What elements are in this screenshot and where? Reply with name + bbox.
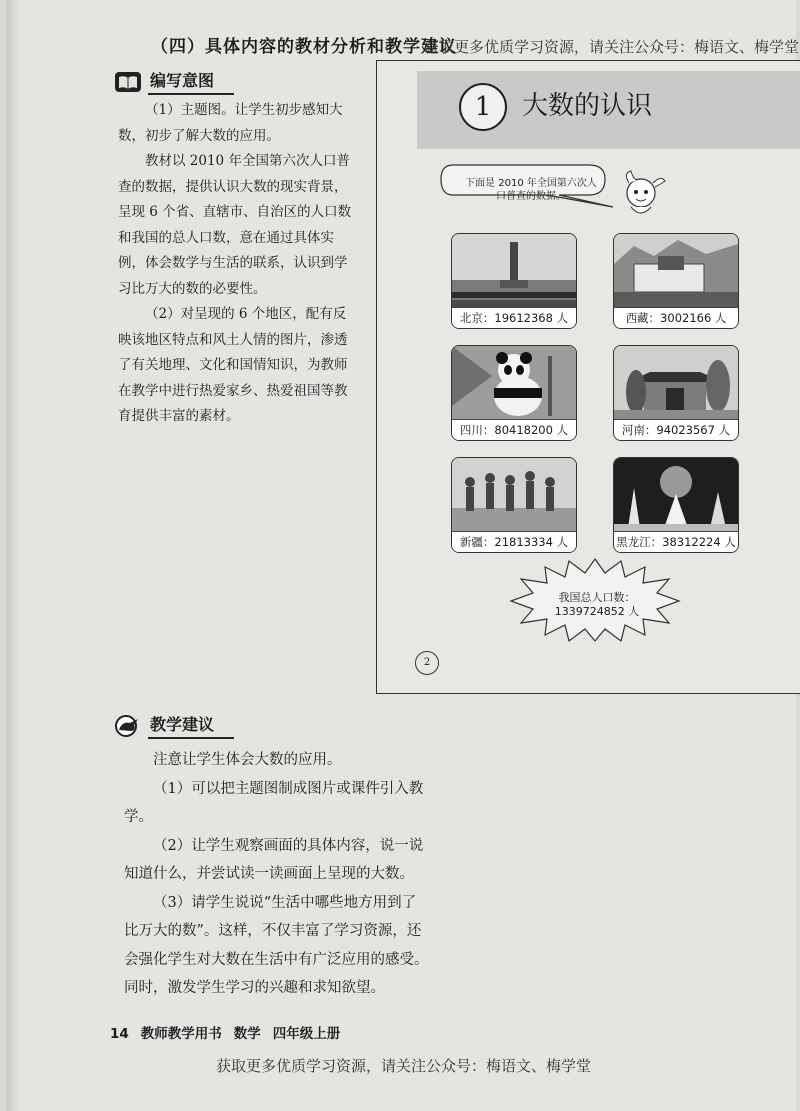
hand-icon	[114, 715, 142, 737]
teaching-advice-paragraph: （3）请学生说说“生活中哪些地方用到了比万大的数”。这样，不仅丰富了学习资源，还会强化学生对大数在生活中有广泛应用的感受。同时，激发学生学习的兴趣和求知欲望。	[124, 894, 429, 996]
footer-page-number: 14	[110, 1026, 129, 1042]
watermark-bottom: 获取更多优质学习资源，请关注公众号：梅语文、梅学堂	[216, 1057, 592, 1075]
teaching-advice-label: 教学建议	[148, 712, 234, 739]
teaching-advice-paragraph: （1）可以把主题图制成图片或课件引入教学。	[124, 780, 424, 825]
tiananmen-monument-icon	[452, 234, 576, 308]
potala-palace-icon	[614, 234, 738, 308]
bubble-text: 下面是 2010 年全国第六次人口普查的数据。	[465, 178, 597, 202]
photo-card-tibet	[613, 233, 739, 329]
teaching-advice-paragraph: 注意让学生体会大数的应用。	[153, 752, 342, 768]
teaching-advice-body	[124, 746, 430, 1003]
card-caption: 新疆：21813334 人	[452, 531, 576, 552]
dancers-icon	[452, 458, 576, 532]
photo-card-beijing	[451, 233, 577, 329]
page-footer	[110, 1022, 352, 1042]
watermark-top: 获取更多优质学习资源，请关注公众号：梅语文、梅学堂	[424, 38, 800, 56]
card-caption: 河南：94023567 人	[614, 419, 738, 440]
card-caption: 西藏：3002166 人	[614, 307, 738, 328]
teaching-advice-heading	[114, 712, 234, 739]
panda-icon	[452, 346, 576, 420]
footer-subject: 数学	[233, 1026, 261, 1042]
writing-intent-label: 编写意图	[148, 68, 234, 95]
temple-icon	[614, 346, 738, 420]
writing-intent-paragraph: 教材以 2010 年全国第六次人口普查的数据，提供认识大数的现实背景，呈现 6 个省、直辖市、自治区的人口数和我国的总人口数，意在通过具体实例，体会数学与生活的联系，认识到学习比万大的数的必要性。	[118, 153, 352, 297]
photo-card-henan	[613, 345, 739, 441]
ice-sculpture-icon	[614, 458, 738, 532]
photo-card-sichuan	[451, 345, 577, 441]
unit-title: 大数的认识	[522, 91, 653, 121]
textbook-page-number: 2	[415, 651, 439, 675]
footer-grade: 四年级上册	[272, 1026, 341, 1042]
writing-intent-paragraph: （1）主题图。让学生初步感知大数，初步了解大数的应用。	[118, 102, 343, 144]
photo-card-heilongjiang	[613, 457, 739, 553]
card-caption: 四川：80418200 人	[452, 419, 576, 440]
total-population-label: 我国总人口数：	[558, 591, 636, 604]
unit-number: 1	[459, 83, 507, 131]
photo-card-xinjiang	[451, 457, 577, 553]
section-title: （四）具体内容的教材分析和教学建议	[151, 37, 457, 57]
card-caption: 北京：19612368 人	[452, 307, 576, 328]
footer-book-title: 教师教学用书	[140, 1026, 222, 1042]
total-population	[527, 591, 667, 619]
writing-intent-heading	[114, 68, 234, 95]
book-page	[6, 0, 800, 1111]
card-caption: 黑龙江：38312224 人	[614, 531, 738, 552]
writing-intent-body	[118, 98, 356, 430]
total-population-value: 1339724852 人	[554, 605, 640, 618]
book-icon	[114, 71, 142, 93]
mascot-icon	[615, 167, 671, 223]
teaching-advice-paragraph: （2）让学生观察画面的具体内容，说一说知道什么，并尝试读一读画面上呈现的大数。	[124, 837, 424, 882]
textbook-page-figure	[376, 60, 800, 694]
writing-intent-paragraph: （2）对呈现的 6 个地区，配有反映该地区特点和风土人情的图片，渗透了有关地理、文化和国情知识，为教师在教学中进行热爱家乡、热爱祖国等教育提供丰富的素材。	[118, 306, 348, 424]
